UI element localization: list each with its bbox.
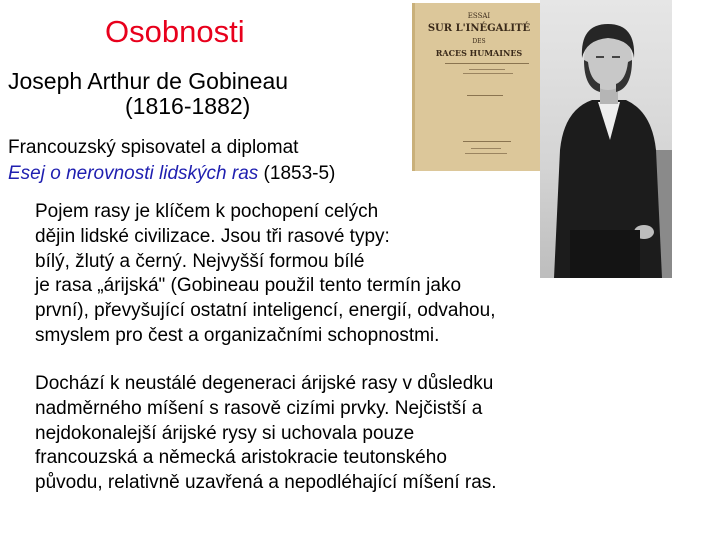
portrait-photo bbox=[540, 0, 672, 278]
person-name: Joseph Arthur de Gobineau bbox=[8, 68, 289, 94]
book-cover-image bbox=[412, 3, 543, 171]
person-years: (1816-1882) bbox=[125, 93, 251, 119]
paragraph-line: dějin lidské civilizace. Jsou tři rasové typy: bbox=[35, 225, 390, 247]
paragraph-line: nejdokonalejší árijské rysy si uchovala pouze bbox=[35, 422, 415, 444]
person-role: Francouzský spisovatel a diplomat bbox=[8, 137, 299, 158]
portrait-drawing bbox=[540, 0, 672, 278]
book-cover-text: ESSAI bbox=[467, 12, 491, 20]
work-years: (1853-5) bbox=[258, 163, 336, 184]
paragraph-line: francouzská a německá aristokracie teutonského bbox=[35, 447, 447, 469]
paragraph-line: Dochází k neustálé degeneraci árijské rasy v důsledku bbox=[35, 373, 494, 394]
paragraph-line: nadměrného míšení s rasově cizími prvky. Nejčistší a bbox=[35, 397, 483, 419]
slide-title: Osobnosti bbox=[105, 14, 245, 49]
paragraph-line: původu, relativně uzavřená a nepodléhající míšení ras. bbox=[35, 472, 497, 494]
paragraph-degeneration bbox=[35, 372, 497, 496]
paragraph-line: smyslem pro čest a organizačními schopnostmi. bbox=[35, 324, 440, 346]
work-line bbox=[8, 163, 335, 185]
book-cover-text: DES bbox=[472, 38, 486, 45]
work-title: Esej o nerovnosti lidských ras bbox=[8, 163, 259, 184]
book-cover-text: RACES HUMAINES bbox=[435, 48, 523, 58]
book-cover-text: SUR L'INÉGALITÉ bbox=[427, 23, 531, 34]
paragraph-line: první), převyšující ostatní inteligencí, energií, odvahou, bbox=[35, 300, 496, 322]
paragraph-line: bílý, žlutý a černý. Nejvyšší formou bílé bbox=[35, 250, 365, 272]
paragraph-line: je rasa „árijská" (Gobineau použil tento termín jako bbox=[35, 275, 462, 297]
paragraph-line: Pojem rasy je klíčem k pochopení celých bbox=[35, 201, 379, 222]
paragraph-race-concept bbox=[35, 200, 495, 349]
